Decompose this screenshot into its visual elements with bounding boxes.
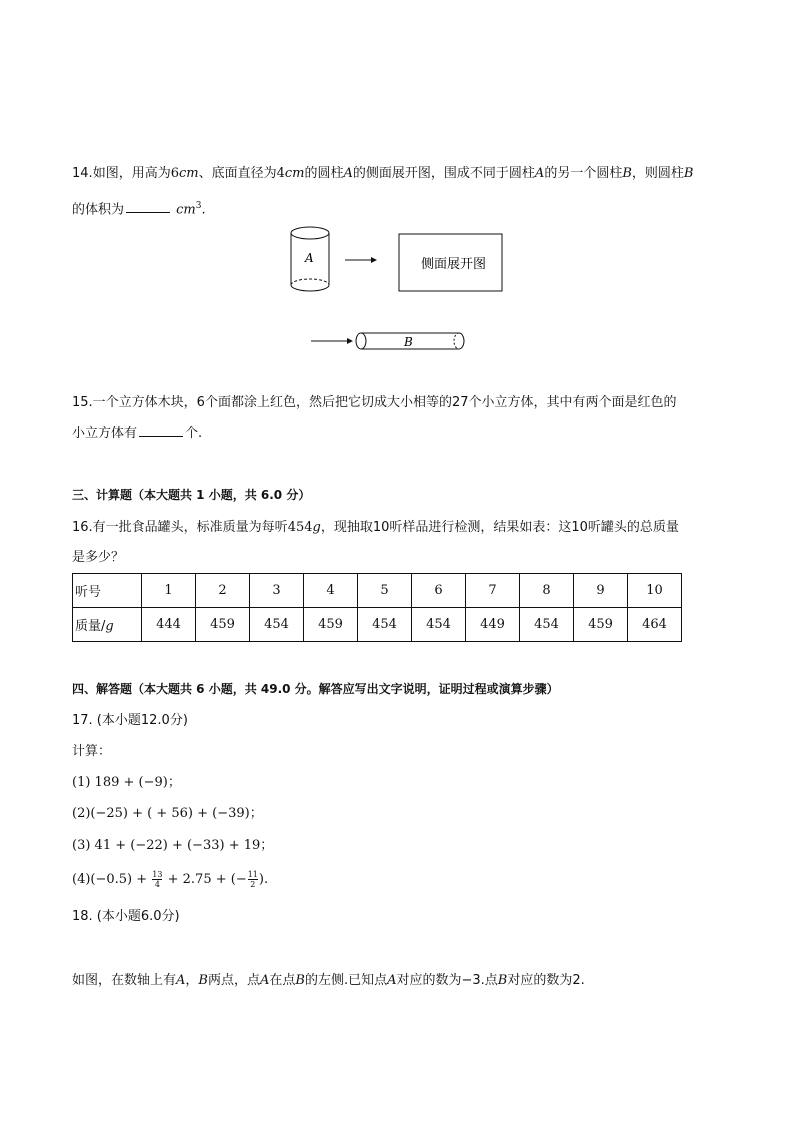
q16-line2: 是多少？ <box>72 550 125 565</box>
q17-header: 17. (本小题12.0分) <box>72 713 188 728</box>
q14-number: 14. <box>72 166 93 181</box>
q14-figure <box>285 222 515 357</box>
table-row: 质量/g 444 459 454 459 454 454 449 454 459 464 <box>73 608 682 642</box>
cylinder-b <box>356 333 464 349</box>
table-row: 听号 1 2 3 4 5 6 7 8 9 10 <box>73 574 682 608</box>
q17-part3: (3) 41 + (−22) + (−33) + 19； <box>72 838 274 853</box>
fraction: $\frac{13}{4}$ <box>152 870 163 889</box>
section-4-title: 四、解答题（本大题共 6 小题，共 49.0 分。解答应写出文字说明，证明过程或演算步骤） <box>72 682 559 696</box>
q16-line1: 16.有一批食品罐头，标准质量为每听454g，现抽取10听样品进行检测，结果如表：这10听罐头的总质量 <box>72 520 679 535</box>
q18-line1: 如图，在数轴上有A，B两点，点A在点B的左侧.已知点A对应的数为−3.点B对应的数为2. <box>72 973 585 988</box>
cylinder-a <box>291 227 329 291</box>
q14-line1: 14.如图，用高为6cm、底面直径为4cm的圆柱A的侧面展开图，围成不同于圆柱A的另一个圆柱B，则圆柱B <box>72 166 694 181</box>
cylinder-b-label: B <box>404 335 413 349</box>
unfolded-side-label: 侧面展开图 <box>421 257 487 272</box>
q17-part2: (2)(−25) + ( + 56) + (−39)； <box>72 806 263 821</box>
can-mass-table <box>72 573 682 642</box>
row-header-mass: 质量/g <box>73 608 142 642</box>
section-3-title: 三、计算题（本大题共 1 小题，共 6.0 分） <box>72 488 311 502</box>
q14-line2: 的体积为 $cm^3$. <box>72 201 206 218</box>
q17-part4: (4)(−0.5) + $\frac{13}{4}$ + 2.75 + (− $\frac{11}{2}$ ). <box>72 870 269 889</box>
q18-header: 18. (本小题6.0分) <box>72 909 180 924</box>
q15-line1: 15.一个立方体木块，6个面都涂上红色，然后把它切成大小相等的27个小立方体，其中有两个面是红色的 <box>72 395 677 410</box>
answer-blank[interactable] <box>139 424 183 437</box>
q15-line2: 小立方体有 个. <box>72 426 203 441</box>
arrow-icon <box>345 257 377 263</box>
q17-prompt: 计算： <box>72 744 112 759</box>
q17-part1: (1) 189 + (−9)； <box>72 775 181 790</box>
row-header-number: 听号 <box>73 574 142 608</box>
fraction: $\frac{11}{2}$ <box>247 870 258 889</box>
answer-blank[interactable] <box>126 200 170 213</box>
cylinder-a-label: A <box>305 251 314 265</box>
arrow-icon <box>311 338 353 344</box>
